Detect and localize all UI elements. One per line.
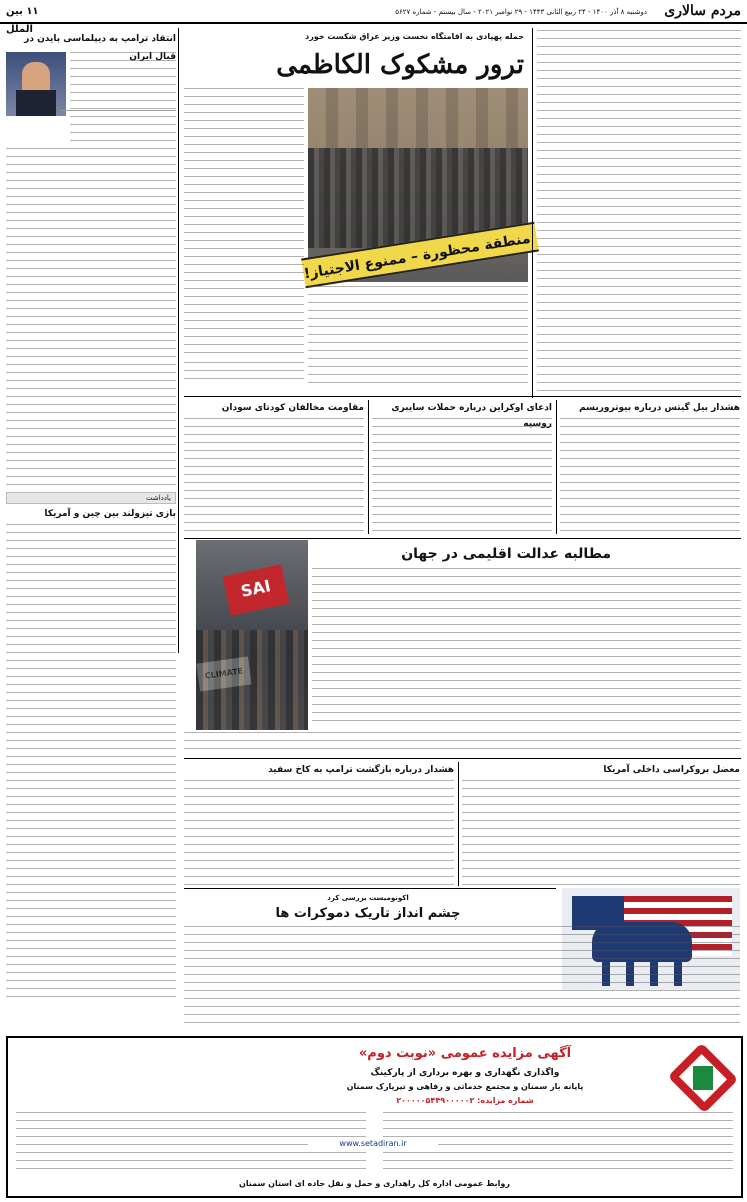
ad-tender-number: شماره مزایده: ۲۰۰۰۰۰۵۴۴۹۰۰۰۰۰۲ bbox=[396, 1096, 534, 1105]
ad-title: آگهی مزایده عمومی «نوبت دوم» bbox=[358, 1046, 572, 1061]
lead-text-left bbox=[184, 88, 304, 360]
right-col-text bbox=[537, 30, 741, 394]
lead-headline: ترور مشکوک الکاظمی bbox=[276, 50, 524, 80]
climate-text-a bbox=[312, 568, 741, 728]
economist-kicker: اکونومیست بررسی کرد bbox=[327, 894, 409, 902]
banner-text: منطقة محظورة – ممنوع الاجتياز! bbox=[302, 230, 532, 283]
mid-col3-title: مقاومت مخالفان کودتای سودان bbox=[221, 403, 364, 413]
section-name: بین الملل bbox=[6, 6, 33, 35]
photo-sign-red bbox=[222, 564, 289, 616]
lead-kicker: حمله پهپادی به اقامتگاه نخست وزیر عراق شکست خورد bbox=[305, 32, 524, 41]
left-col-text bbox=[6, 148, 176, 486]
trump-suit bbox=[16, 90, 56, 116]
economist-title: چشم انداز تاریک دموکرات ها bbox=[275, 906, 461, 921]
mid-col1-title: هشدار بیل گیتس درباره بیوتروریسم bbox=[579, 403, 740, 413]
lead-text-bottom bbox=[308, 286, 528, 384]
lead-text-col2 bbox=[184, 362, 304, 384]
climate-photo bbox=[196, 540, 308, 730]
logo-green-mark bbox=[693, 1066, 713, 1090]
ad-footer: روابط عمومی اداره کل راهداری و حمل و نقل جاده ای استان سمنان bbox=[239, 1179, 510, 1188]
climate-text-b bbox=[184, 732, 741, 756]
left-col-note-tag: یادداشت bbox=[6, 492, 176, 504]
left-col-text-top bbox=[70, 52, 176, 144]
mid-col3-text bbox=[184, 418, 364, 534]
lower-col2-title: هشدار درباره بازگشت ترامپ به کاخ سفید bbox=[268, 765, 454, 775]
lower-col2-text bbox=[184, 780, 454, 886]
economist-text bbox=[184, 926, 740, 1030]
section-label bbox=[6, 3, 66, 35]
ad-website[interactable]: www.setadiran.ir bbox=[308, 1138, 438, 1150]
ad-logo bbox=[673, 1048, 733, 1108]
mid-col2-text bbox=[372, 418, 552, 534]
mid-col2-title: ادعای اوکراین درباره حملات سایبری روسیه bbox=[391, 403, 552, 429]
left-col-second-text bbox=[6, 524, 176, 1004]
left-col-second-title: بازی تیزولند بین چین و آمریکا bbox=[44, 509, 176, 519]
sign-text-1: SAI bbox=[239, 576, 273, 601]
lead-photo bbox=[302, 88, 532, 283]
tender-ad bbox=[6, 1036, 743, 1198]
mid-col1-text bbox=[560, 418, 740, 534]
masthead bbox=[0, 0, 747, 35]
masthead-issue-line: دوشنبه ۸ آذر ۱۴۰۰ - ۲۴ ربیع الثانی ۱۴۴۳ - ۲۹ نوامبر ۲۰۲۱ - سال بیستم - شماره ۵۶۲۷ bbox=[395, 8, 647, 16]
trump-photo bbox=[6, 52, 66, 116]
lower-col1-title: معضل بروکراسی داخلی آمریکا bbox=[603, 765, 740, 775]
ad-line3: پایانه بار سمنان و مجتمع خدماتی و رفاهی و تیرپارک سمنان bbox=[346, 1082, 584, 1091]
lower-col1-text bbox=[462, 780, 740, 886]
ad-subtitle: واگذاری نگهداری و بهره برداری از پارکینگ bbox=[370, 1068, 560, 1078]
photo-crowd-2 bbox=[196, 630, 308, 730]
masthead-title: مردم سالاری bbox=[664, 3, 741, 19]
page-number: ۱۱ bbox=[26, 6, 39, 17]
left-col-title: انتقاد ترامپ به دیپلماسی بایدن در قبال ایران bbox=[24, 34, 176, 62]
climate-title: مطالبه عدالت اقلیمی در جهان bbox=[401, 546, 611, 562]
